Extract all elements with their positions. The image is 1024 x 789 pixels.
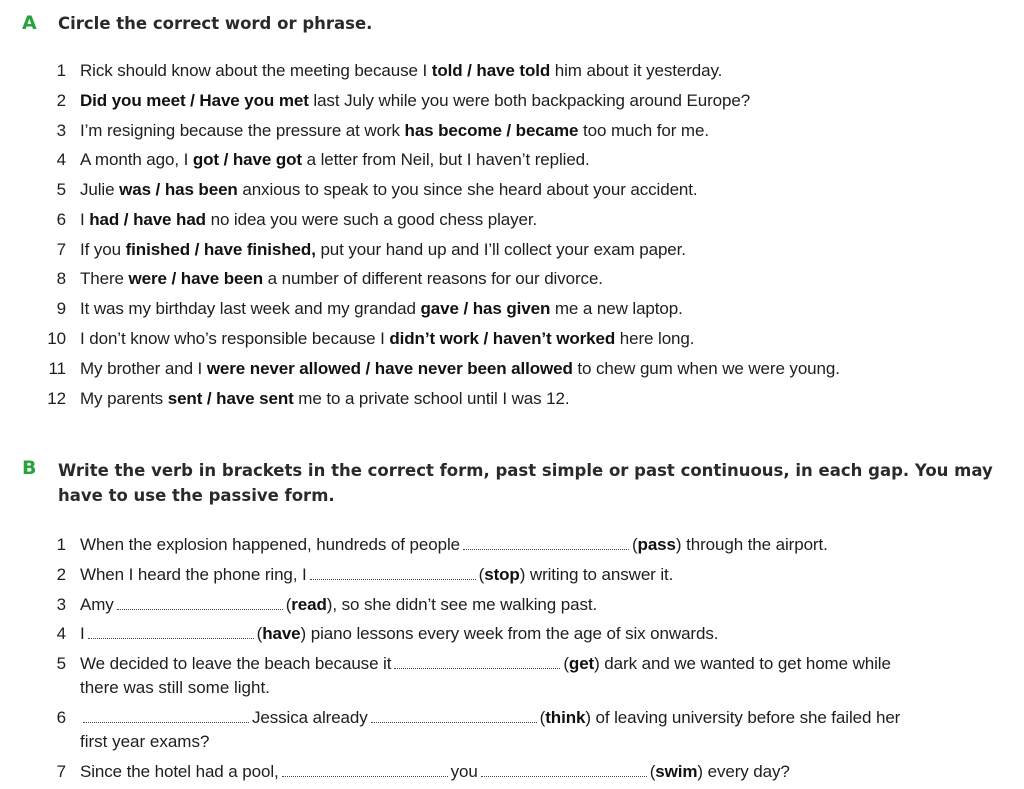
item-text [80, 594, 597, 616]
answer-gap[interactable] [481, 762, 647, 777]
item-text [80, 298, 683, 320]
item-text-pre: When I heard the phone ring, I [80, 565, 307, 584]
item-number: 2 [56, 91, 66, 110]
bracket-close: ) [594, 654, 600, 673]
item-text-pre: My parents [80, 389, 168, 408]
option-1[interactable]: finished [125, 240, 190, 259]
item-text-post: put your hand up and I’ll collect your exam paper. [315, 240, 686, 259]
bracket-close: ) [300, 624, 307, 643]
item-text-post: , so she didn’t see me walking past. [332, 595, 598, 614]
bracket-open: ( [631, 535, 638, 554]
item-text-post: here long. [615, 329, 695, 348]
item-text-continuation: first year exams? [80, 732, 210, 751]
answer-gap[interactable] [394, 654, 560, 669]
item-text [80, 328, 694, 350]
item-text-post: writing to answer it. [525, 565, 674, 584]
answer-gap[interactable] [88, 624, 254, 639]
bracket-close: ) [585, 708, 591, 727]
option-separator: / [458, 299, 473, 318]
item-text-pre: Rick should know about the meeting because I [80, 61, 432, 80]
item-number: 1 [56, 61, 66, 80]
answer-gap[interactable] [371, 708, 537, 723]
bracket-open: ( [285, 595, 292, 614]
item-text-post: no idea you were such a good chess player. [205, 210, 538, 229]
item-text [80, 209, 537, 231]
bracket-open: ( [478, 565, 485, 584]
option-2[interactable]: have had [133, 210, 206, 229]
item-text-post: me to a private school until I was 12. [293, 389, 570, 408]
option-2[interactable]: have finished, [203, 240, 316, 259]
option-separator: / [202, 389, 217, 408]
option-2[interactable]: have sent [216, 389, 294, 408]
item-text-post: every day? [702, 762, 790, 781]
answer-gap[interactable] [83, 708, 249, 723]
item-text-mid: Jessica already [252, 708, 368, 727]
item-text [80, 707, 900, 729]
item-text [80, 149, 590, 171]
item-number: 1 [56, 535, 66, 554]
verb-in-brackets: pass [637, 535, 676, 554]
item-number: 4 [56, 150, 66, 169]
item-text-post: too much for me. [578, 121, 709, 140]
item-text-pre: I don’t know who’s responsible because I [80, 329, 390, 348]
bracket-close: ) [697, 762, 703, 781]
bracket-open: ( [539, 708, 546, 727]
item-text-pre: Since the hotel had a pool, [80, 762, 279, 781]
item-text-pre: It was my birthday last week and my grandad [80, 299, 421, 318]
option-2[interactable]: has given [472, 299, 551, 318]
item-text-continuation: there was still some light. [80, 678, 270, 697]
item-text-post: anxious to speak to you since she heard about your accident. [237, 180, 698, 199]
option-2[interactable]: Have you met [199, 91, 309, 110]
option-separator: / [119, 210, 134, 229]
item-text [80, 60, 722, 82]
option-1[interactable]: got [192, 150, 219, 169]
option-1[interactable]: was [119, 180, 151, 199]
option-2[interactable]: haven’t worked [492, 329, 616, 348]
item-number: 5 [56, 654, 66, 673]
item-text [80, 179, 698, 201]
verb-in-brackets: get [568, 654, 595, 673]
section-b-letter: B [22, 457, 37, 479]
item-text-pre: I [80, 624, 85, 643]
item-text-post: piano lessons every week from the age of six onwards. [306, 624, 719, 643]
bracket-close: ) [326, 595, 333, 614]
item-text-pre: We decided to leave the beach because it [80, 654, 392, 673]
item-text [80, 388, 569, 410]
verb-in-brackets: read [291, 595, 327, 614]
bracket-open: ( [563, 654, 569, 673]
item-text-post: me a new laptop. [550, 299, 683, 318]
item-text-pre: Julie [80, 180, 120, 199]
item-text-post: a letter from Neil, but I haven’t replied. [301, 150, 590, 169]
verb-in-brackets: stop [484, 565, 520, 584]
item-text-pre: A month ago, I [80, 150, 193, 169]
item-text [80, 653, 891, 675]
item-text-pre: I’m resigning because the pressure at work [80, 121, 405, 140]
item-number: 7 [56, 762, 66, 781]
option-separator: / [219, 150, 233, 169]
item-text-post: through the airport. [681, 535, 828, 554]
option-2[interactable]: have got [232, 150, 302, 169]
option-separator: / [462, 61, 477, 80]
item-number: 3 [56, 121, 66, 140]
option-1[interactable]: has become [404, 121, 502, 140]
item-text-mid: you [450, 762, 478, 781]
item-text-post: dark and we wanted to get home while [599, 654, 891, 673]
option-1[interactable]: Did you meet [80, 91, 186, 110]
section-a-instruction: Circle the correct word or phrase. [58, 14, 373, 33]
item-text [80, 623, 718, 645]
option-1[interactable]: were never allowed [206, 359, 361, 378]
item-text-pre: My brother and I [80, 359, 207, 378]
bracket-close: ) [675, 535, 682, 554]
option-separator: / [478, 329, 493, 348]
section-b-instruction-line1: Write the verb in brackets in the correct form, past simple or past continuous, in each gap. You may [58, 461, 993, 480]
answer-gap[interactable] [117, 595, 283, 610]
option-separator: / [360, 359, 375, 378]
item-text-pre: I [80, 210, 90, 229]
item-number: 5 [56, 180, 66, 199]
option-separator: / [501, 121, 516, 140]
item-text [80, 90, 750, 112]
bracket-open: ( [649, 762, 656, 781]
option-2[interactable]: have told [476, 61, 551, 80]
item-text-post: last July while you were both backpacking around Europe? [308, 91, 751, 110]
item-text-pre: If you [80, 240, 126, 259]
item-text [80, 761, 790, 783]
option-2[interactable]: became [515, 121, 579, 140]
item-text [80, 239, 686, 261]
bracket-close: ) [519, 565, 526, 584]
item-text [80, 120, 709, 142]
verb-in-brackets: have [262, 624, 301, 643]
verb-in-brackets: think [545, 708, 586, 727]
bracket-open: ( [256, 624, 263, 643]
option-2[interactable]: has been [164, 180, 238, 199]
section-a-letter: A [22, 12, 37, 34]
option-2[interactable]: have been [180, 269, 264, 288]
item-text-post: a number of different reasons for our divorce. [263, 269, 603, 288]
item-text [80, 268, 603, 290]
item-text [80, 358, 840, 380]
item-number: 6 [56, 210, 66, 229]
item-number: 9 [56, 299, 66, 318]
item-text-pre: There [80, 269, 129, 288]
item-text-pre: When the explosion happened, hundreds of people [80, 535, 460, 554]
item-text-post: to chew gum when we were young. [572, 359, 840, 378]
option-separator: / [166, 269, 181, 288]
item-number: 7 [56, 240, 66, 259]
item-number: 10 [47, 329, 66, 348]
item-text [80, 534, 828, 556]
answer-gap[interactable] [282, 762, 448, 777]
answer-gap[interactable] [463, 535, 629, 550]
option-separator: / [189, 240, 204, 259]
verb-in-brackets: swim [655, 762, 698, 781]
option-1[interactable]: gave [420, 299, 459, 318]
item-text-post: him about it yesterday. [550, 61, 723, 80]
option-2[interactable]: have never been allowed [374, 359, 573, 378]
section-b-instruction-line2: have to use the passive form. [58, 486, 335, 505]
item-text [80, 564, 673, 586]
option-separator: / [185, 91, 200, 110]
option-1[interactable]: told [431, 61, 463, 80]
item-number: 4 [56, 624, 66, 643]
option-1[interactable]: were [128, 269, 167, 288]
item-number: 12 [47, 389, 66, 408]
item-number: 11 [48, 359, 66, 378]
item-number: 6 [56, 708, 66, 727]
item-number: 3 [56, 595, 66, 614]
option-separator: / [150, 180, 165, 199]
option-1[interactable]: had [89, 210, 120, 229]
option-1[interactable]: didn’t work [389, 329, 479, 348]
option-1[interactable]: sent [167, 389, 203, 408]
answer-gap[interactable] [310, 565, 476, 580]
item-text-pre: Amy [80, 595, 114, 614]
item-text-post: of leaving university before she failed her [590, 708, 901, 727]
item-number: 2 [56, 565, 66, 584]
item-number: 8 [56, 269, 66, 288]
